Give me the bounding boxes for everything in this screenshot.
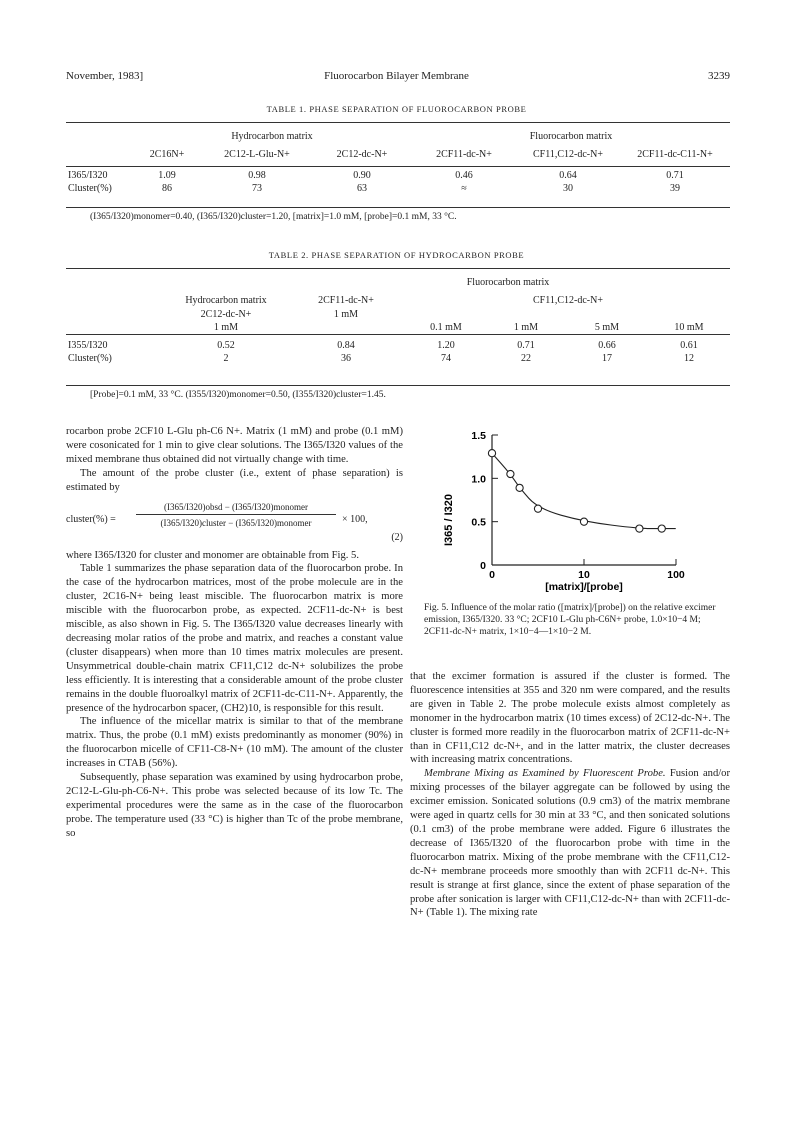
table-cell: 0.52 [217, 340, 235, 351]
table-cell: 0.84 [337, 340, 355, 351]
table2-group-fluorocarbon: Fluorocarbon matrix [466, 276, 550, 288]
data-point [488, 450, 495, 457]
y-axis-label: I365 / I320 [443, 494, 455, 546]
table2-note: [Probe]=0.1 mM, 33 °C. (I355/I320)monomer=0.50, (I355/I320)cluster=1.45. [90, 390, 386, 400]
table-cell: 0.98 [248, 170, 266, 181]
table-cell: 0.46 [455, 170, 473, 181]
table2-group-hydrocarbon: Hydrocarbon matrix [185, 294, 267, 306]
table-cell: 17 [602, 353, 612, 364]
paragraph: Subsequently, phase separation was examined by using hydrocarbon probe, 2C12-L-Glu-ph-C6-N+. This probe was selected because of its low Tc. The experimental procedures were the same as in the case of the fluorocarbon probe. The temperature used (33 °C) is higher than Tc of the probe membrane, so [66, 772, 403, 839]
data-point [534, 505, 541, 512]
table2-row-label: Cluster(%) [68, 353, 112, 364]
data-point [658, 525, 665, 532]
table2-conc: 0.1 mM [430, 321, 462, 333]
table2-conc: 1 mM [513, 321, 539, 333]
table2-col-header: 2CF11-dc-N+ [318, 294, 374, 306]
table-cell: 39 [670, 183, 680, 194]
table-cell: 36 [341, 353, 351, 364]
paragraph: The amount of the probe cluster (i.e., extent of phase separation) is estimated by [66, 467, 403, 493]
table-cell: 30 [563, 183, 573, 194]
table-cell: 22 [521, 353, 531, 364]
paragraph: where I365/I320 for cluster and monomer are obtainable from Fig. 5. [66, 549, 360, 561]
table-cell: 73 [252, 183, 262, 194]
table-cell: 86 [162, 183, 172, 194]
table1-group-fluorocarbon: Fluorocarbon matrix [529, 130, 613, 142]
table1-group-hydrocarbon: Hydrocarbon matrix [231, 130, 313, 142]
table2-col-conc: 1 mM [213, 321, 239, 333]
table2-col-header: 2C12-dc-N+ [200, 309, 252, 320]
y-tick-label: 0.5 [471, 516, 486, 529]
equation-numerator: (I365/I320)obsd − (I365/I320)monomer [136, 501, 336, 516]
table1-col-header: CF11,C12-dc-N+ [533, 149, 603, 161]
x-tick-label: 100 [667, 569, 685, 581]
table1-col-header: 2C12-dc-N+ [336, 149, 388, 161]
left-column [66, 425, 403, 841]
table-cell: 0.90 [353, 170, 371, 181]
data-point [507, 470, 514, 477]
equation-lhs: cluster(%) = [66, 513, 116, 525]
equation-number: (2) [391, 531, 403, 543]
y-tick-label: 0 [480, 560, 486, 572]
y-tick-label: 1.0 [471, 473, 486, 486]
figure-5-chart [420, 425, 720, 610]
table1-col-header: 2C16N+ [149, 149, 185, 161]
figure-5-caption: Fig. 5. Influence of the molar ratio ([matrix]/[probe]) on the relative excimer emission, I365/I320. 33 °C; 2CF10 L-Glu ph-C6N+ probe, 1.0×10−4 M; 2CF11-dc-N+ matrix, 1×10−4—1×10−2 M. [424, 603, 716, 638]
table2-col-conc: 1 mM [333, 309, 359, 320]
table-cell: 2 [223, 353, 229, 364]
table2-conc: 5 mM [594, 321, 620, 333]
table-cell: 1.20 [437, 340, 455, 351]
page-number: 3239 [708, 70, 730, 82]
table-cell: 12 [684, 353, 694, 364]
equation-2 [66, 499, 403, 545]
table-cell: 0.64 [559, 170, 577, 181]
table-cell: 74 [441, 353, 451, 364]
table1-col-header: 2CF11-dc-N+ [436, 149, 492, 161]
paragraph: that the excimer formation is assured if the cluster is formed. The fluorescence intensities at 355 and 320 nm were compared, and the results are given in Table 2. The probe molecule exists almost completely as monomer in the hydrocarbon matrix (10 times excess) of 2C12-dc-N+. The cluster is formed more readily in the fluorocarbon matrix of 2CF11-dc-N+ than in CF11,C12 dc-N+, and in the latter matrix, the cluster decreases with increasing matrix concentrations. [410, 671, 730, 766]
table2-row-label: I355/I320 [68, 340, 108, 351]
table2-caption: TABLE 2. PHASE SEPARATION OF HYDROCARBON PROBE [268, 250, 525, 260]
table1-row-label: I365/I320 [68, 170, 108, 181]
table1 [66, 128, 730, 195]
header-center: Fluorocarbon Bilayer Membrane [324, 70, 469, 82]
table2-bottom-rule [66, 385, 730, 386]
table-cell: 0.71 [666, 170, 684, 181]
paragraph: Table 1 summarizes the phase separation data of the fluorocarbon probe. In the case of the hydrocarbon matrices, most of the probe molecule are in the cluster, 2C16-N+ being least miscible. The fluorocarbon matrix is more miscible with the fluorocarbon probe, as expected. 2CF11-dc-N+ is best miscible, as also shown in Fig. 5. The I365/I320 value decreases linearly with decreasing molar ratios of the probe and matrix, and reaches a constant value (cluster disappears) when more than 10 times matrix molecules are present. Unsymmetrical double-chain matrix CF11,C12 dc-N+ solubilizes the probe less efficiently. It is interesting that a considerable amount of the probe cluster remains in the double fluoroalkyl matrix of 2CF11-dc-C11-N+. Apparently, the presence of the hydrocarbon spacer, (CH2)10, is responsible for this result. [66, 563, 403, 714]
header-left: November, 1983] [66, 70, 144, 82]
table-cell: 63 [357, 183, 367, 194]
table-cell: 0.71 [517, 340, 535, 351]
table1-note: (I365/I320)monomer=0.40, (I365/I320)cluster=1.20, [matrix]=1.0 mM, [probe]=0.1 mM, 33 °C. [90, 212, 457, 222]
table-cell: 1.09 [158, 170, 176, 181]
right-column [410, 670, 730, 920]
table1-bottom-rule [66, 207, 730, 208]
x-tick-label: 0 [489, 569, 495, 581]
y-tick-label: 1.5 [471, 430, 486, 442]
table1-col-header: 2C12-L-Glu-N+ [224, 149, 290, 161]
table-row [66, 352, 730, 365]
table-row [66, 339, 730, 352]
paragraph: Fusion and/or mixing processes of the bilayer aggregate can be followed by using the excimer emission. Sonicated solutions (0.9 cm3) of the matrix membrane were aged in quartz cells for 30 min at 33 °C, and then sonicated solutions (0.1 cm3) of the probe membrane were added. Figure 6 illustrates the decrease of I365/I320 of the fluorocarbon probe with time in the fluorocarbon matrix. Mixing of the probe membrane with the CF11,C12-dc-N+ membrane proceeds more smoothly than with 2CF11 dc-N+. This result is strange at first glance, since the extent of phase separation of the probe after sonication is larger with CF11,C12-dc-N+ than with 2CF11-dc-N+ (Table 1). The mixing rate [410, 768, 731, 919]
table1-top-rule [66, 122, 730, 123]
table-cell: ≈ [461, 183, 467, 194]
paragraph: rocarbon probe 2CF10 L-Glu ph-C6 N+. Matrix (1 mM) and probe (0.1 mM) were cosonicated for 1 min to give clear solutions. The I365/I320 values of the mixed membrane thus obtained did not virtually change with time. [66, 426, 403, 465]
data-point [636, 525, 643, 532]
data-point [580, 518, 587, 525]
data-point [516, 484, 523, 491]
table2-conc: 10 mM [674, 321, 704, 333]
table1-col-header: 2CF11-dc-C11-N+ [637, 149, 713, 161]
table-cell: 0.61 [680, 340, 698, 351]
table2-top-rule [66, 268, 730, 269]
equation-denominator: (I365/I320)cluster − (I365/I320)monomer [160, 517, 312, 528]
table2-col-header: CF11,C12-dc-N+ [533, 294, 603, 306]
table-row [66, 169, 730, 182]
equation-multiplier: × 100, [342, 513, 368, 525]
table-cell: 0.66 [598, 340, 616, 351]
table1-caption: TABLE 1. PHASE SEPARATION OF FLUOROCARBON PROBE [266, 104, 527, 114]
table2 [66, 272, 730, 365]
section-heading: Membrane Mixing as Examined by Fluorescent Probe. [424, 768, 666, 780]
x-tick-label: 10 [578, 569, 590, 581]
table-row [66, 182, 730, 195]
x-axis-label: [matrix]/[probe] [545, 581, 623, 593]
table1-row-label: Cluster(%) [68, 183, 112, 194]
paragraph: The influence of the micellar matrix is similar to that of the membrane matrix. Thus, the probe (0.1 mM) exists predominantly as monomer (90%) in the fluorocarbon micelle of CF11-C8-N+ (10 mM). The amount of the cluster increases in CTAB (56%). [66, 716, 403, 770]
